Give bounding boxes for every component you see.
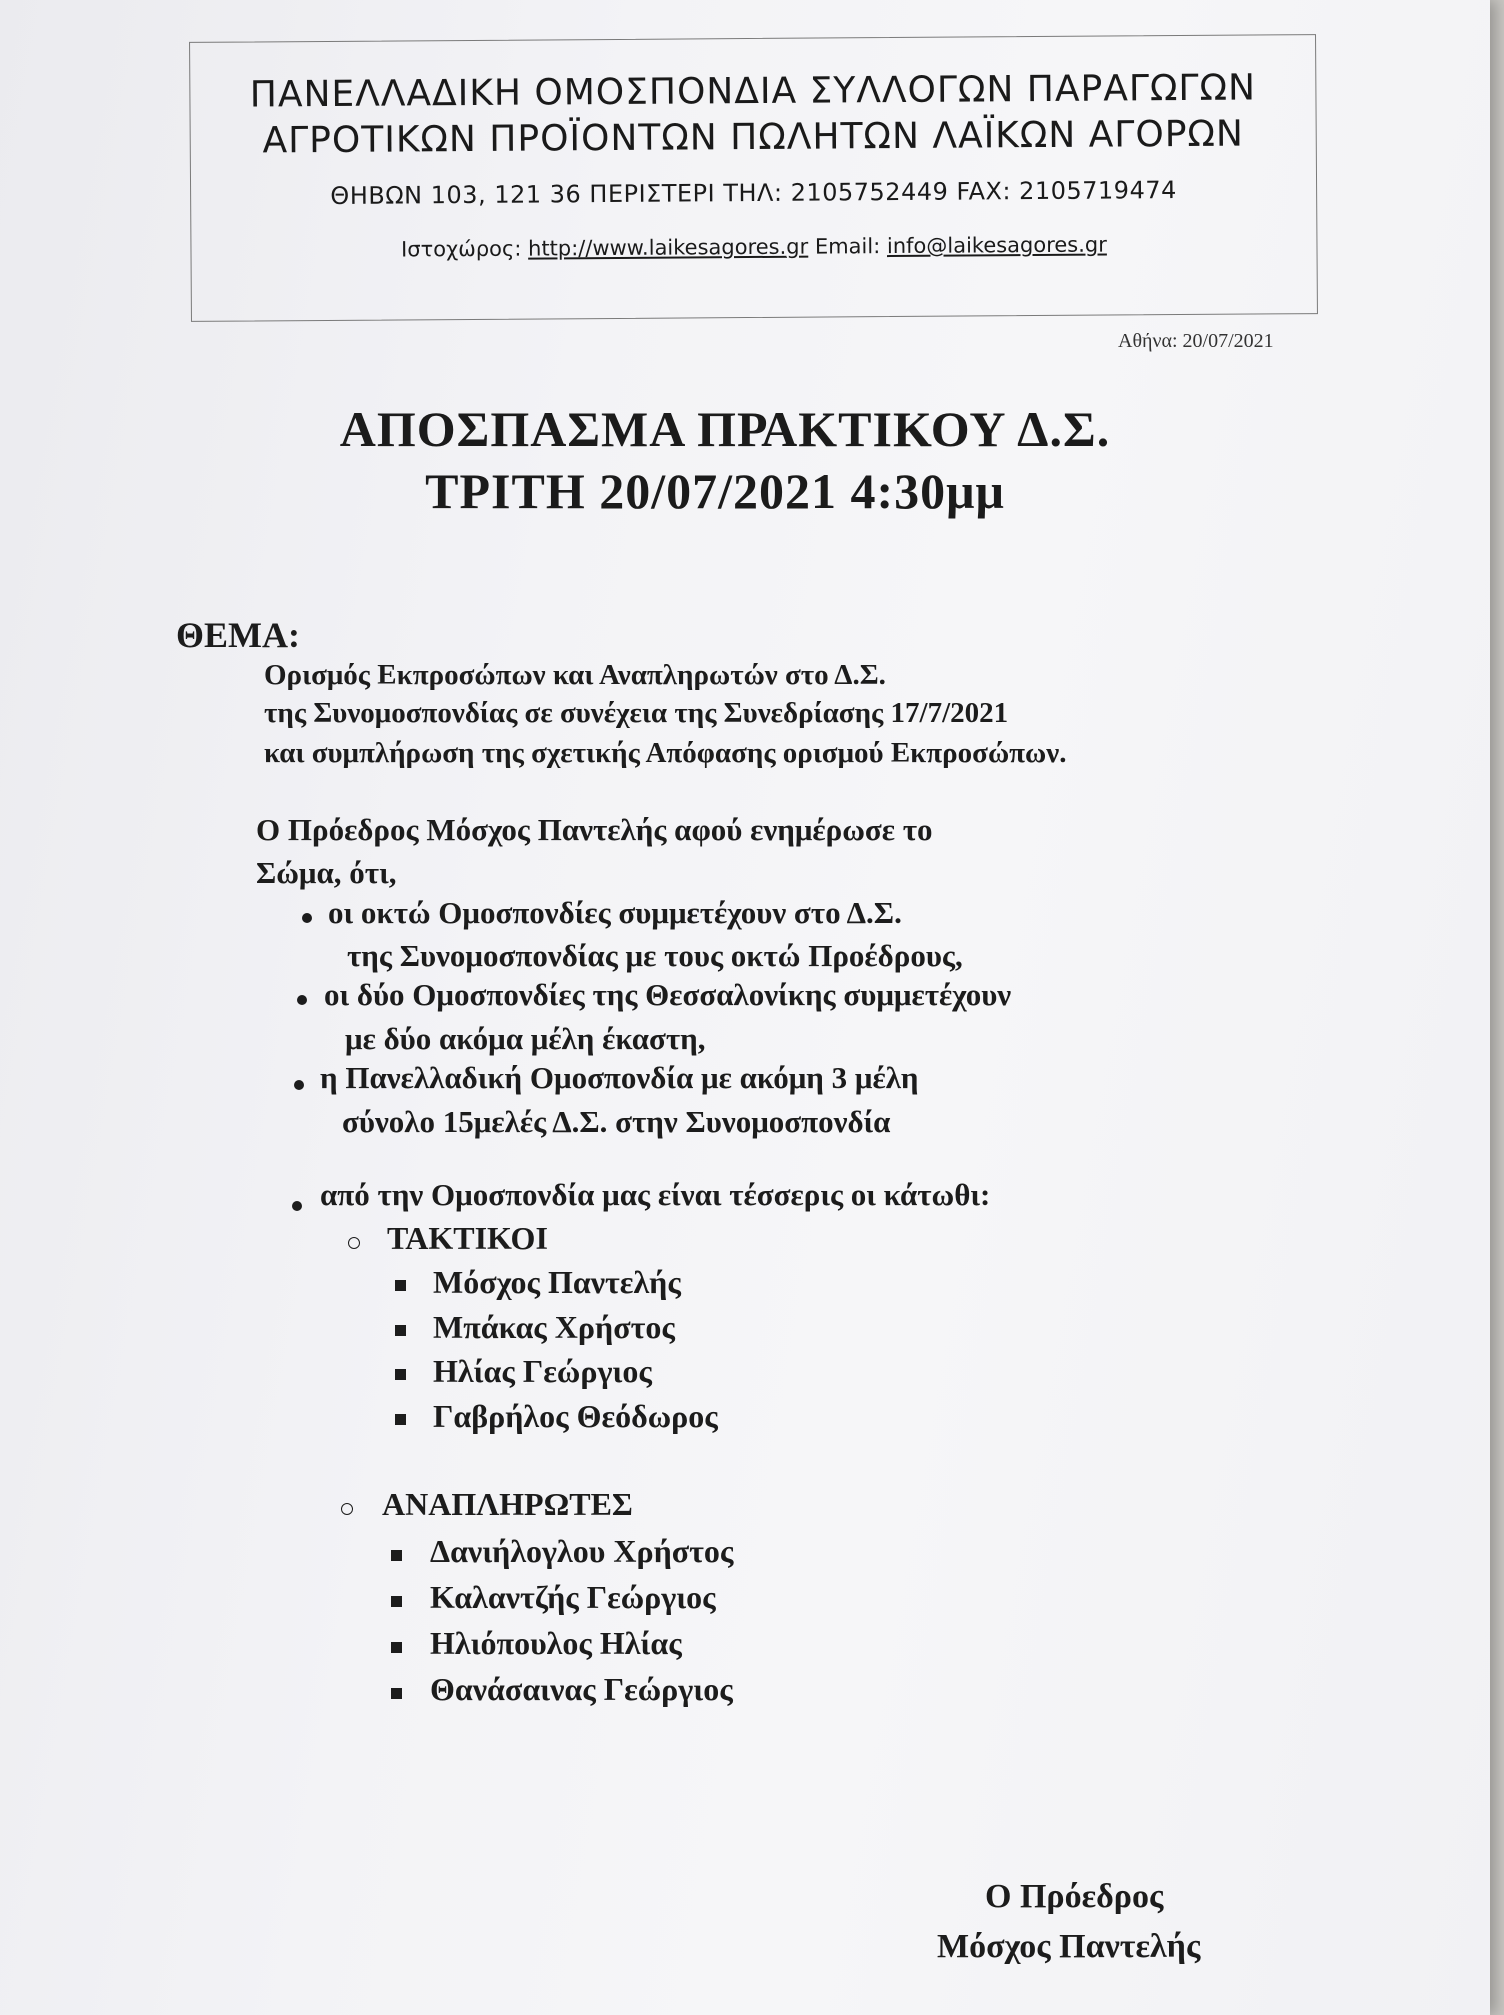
meeting-date-time: ΤΡΙΤΗ 20/07/2021 4:30μμ bbox=[425, 463, 1005, 519]
regular-member: Μπάκας Χρήστος bbox=[433, 1309, 675, 1345]
bullet-icon bbox=[292, 1201, 302, 1211]
bullet-line: η Πανελλαδική Ομοσπονδία με ακόμη 3 μέλη bbox=[320, 1060, 919, 1095]
alternate-members-label: ΑΝΑΠΛΗΡΩΤΕΣ bbox=[382, 1486, 633, 1522]
regular-members-label: ΤΑΚΤΙΚΟΙ bbox=[387, 1220, 548, 1256]
circle-bullet-icon bbox=[341, 1503, 353, 1515]
square-bullet-icon bbox=[391, 1642, 402, 1653]
signature-role: Ο Πρόεδρος bbox=[985, 1878, 1164, 1915]
subject-line: και συμπλήρωση της σχετικής Απόφασης ορισμού Εκπροσώπων. bbox=[264, 737, 1067, 769]
alternate-member: Ηλιόπουλος Ηλίας bbox=[430, 1625, 682, 1661]
bullet-line: με δύο ακόμα μέλη έκαστη, bbox=[345, 1021, 706, 1056]
square-bullet-icon bbox=[391, 1550, 402, 1561]
bullet-line: σύνολο 15μελές Δ.Σ. στην Συνομοσπονδία bbox=[342, 1104, 891, 1139]
document-title: ΑΠΟΣΠΑΣΜΑ ΠΡΑΚΤΙΚΟΥ Δ.Σ. bbox=[339, 401, 1111, 457]
square-bullet-icon bbox=[395, 1369, 406, 1380]
intro-line: Σώμα, ότι, bbox=[256, 855, 397, 890]
signature-name: Μόσχος Παντελής bbox=[937, 1928, 1201, 1965]
bullet-line: οι οκτώ Ομοσπονδίες συμμετέχουν στο Δ.Σ. bbox=[328, 895, 902, 930]
organization-name-line-2: ΑΓΡΟΤΙΚΩΝ ΠΡΟΪΟΝΤΩΝ ΠΩΛΗΤΩΝ ΛΑΪΚΩΝ ΑΓΟΡΩΝ bbox=[262, 113, 1245, 162]
federation-bullet: από την Ομοσπονδία μας είναι τέσσερις οι κάτωθι: bbox=[320, 1177, 991, 1212]
document-date: Αθήνα: 20/07/2021 bbox=[1118, 330, 1274, 352]
bullet-line: της Συνομοσπονδίας με τους οκτώ Προέδρους, bbox=[347, 938, 963, 973]
bullet-line: οι δύο Ομοσπονδίες της Θεσσαλονίκης συμμετέχουν bbox=[324, 977, 1012, 1012]
regular-member: Γαβρήλος Θεόδωρος bbox=[433, 1398, 718, 1434]
website-label: Ιστοχώρος: bbox=[401, 236, 522, 262]
square-bullet-icon bbox=[391, 1596, 402, 1607]
bullet-icon bbox=[302, 913, 312, 923]
email-link[interactable]: info@laikesagores.gr bbox=[886, 232, 1107, 259]
letterhead bbox=[189, 34, 1318, 322]
square-bullet-icon bbox=[391, 1688, 402, 1699]
subject-line: Ορισμός Εκπροσώπων και Αναπληρωτών στο Δ.Σ. bbox=[264, 659, 886, 691]
square-bullet-icon bbox=[395, 1280, 406, 1291]
organization-name-line-1: ΠΑΝΕΛΛΑΔΙΚΗ ΟΜΟΣΠΟΝΔΙΑ ΣΥΛΛΟΓΩΝ ΠΑΡΑΓΩΓΩΝ bbox=[249, 67, 1257, 116]
contact-line bbox=[191, 231, 1316, 263]
alternate-member: Θανάσαινας Γεώργιος bbox=[430, 1671, 733, 1707]
intro-line: Ο Πρόεδρος Μόσχος Παντελής αφού ενημέρωσε το bbox=[256, 812, 933, 847]
regular-member: Μόσχος Παντελής bbox=[433, 1264, 681, 1300]
alternate-member: Δανιήλογλου Χρήστος bbox=[430, 1533, 734, 1569]
website-link[interactable]: http://www.laikesagores.gr bbox=[527, 234, 809, 261]
subject-label: ΘΕΜΑ: bbox=[176, 615, 300, 655]
bullet-icon bbox=[294, 1080, 304, 1090]
alternate-member: Καλαντζής Γεώργιος bbox=[430, 1579, 716, 1615]
circle-bullet-icon bbox=[348, 1237, 360, 1249]
subject-line: της Συνομοσπονδίας σε συνέχεια της Συνεδρίασης 17/7/2021 bbox=[264, 697, 1009, 729]
organization-address: ΘΗΒΩΝ 103, 121 36 ΠΕΡΙΣΤΕΡΙ ΤΗΛ: 2105752449 FAX: 2105719474 bbox=[330, 176, 1177, 210]
bullet-icon bbox=[297, 995, 307, 1005]
email-label: Email: bbox=[814, 234, 881, 259]
square-bullet-icon bbox=[395, 1325, 406, 1336]
square-bullet-icon bbox=[395, 1414, 406, 1425]
regular-member: Ηλίας Γεώργιος bbox=[433, 1353, 652, 1389]
